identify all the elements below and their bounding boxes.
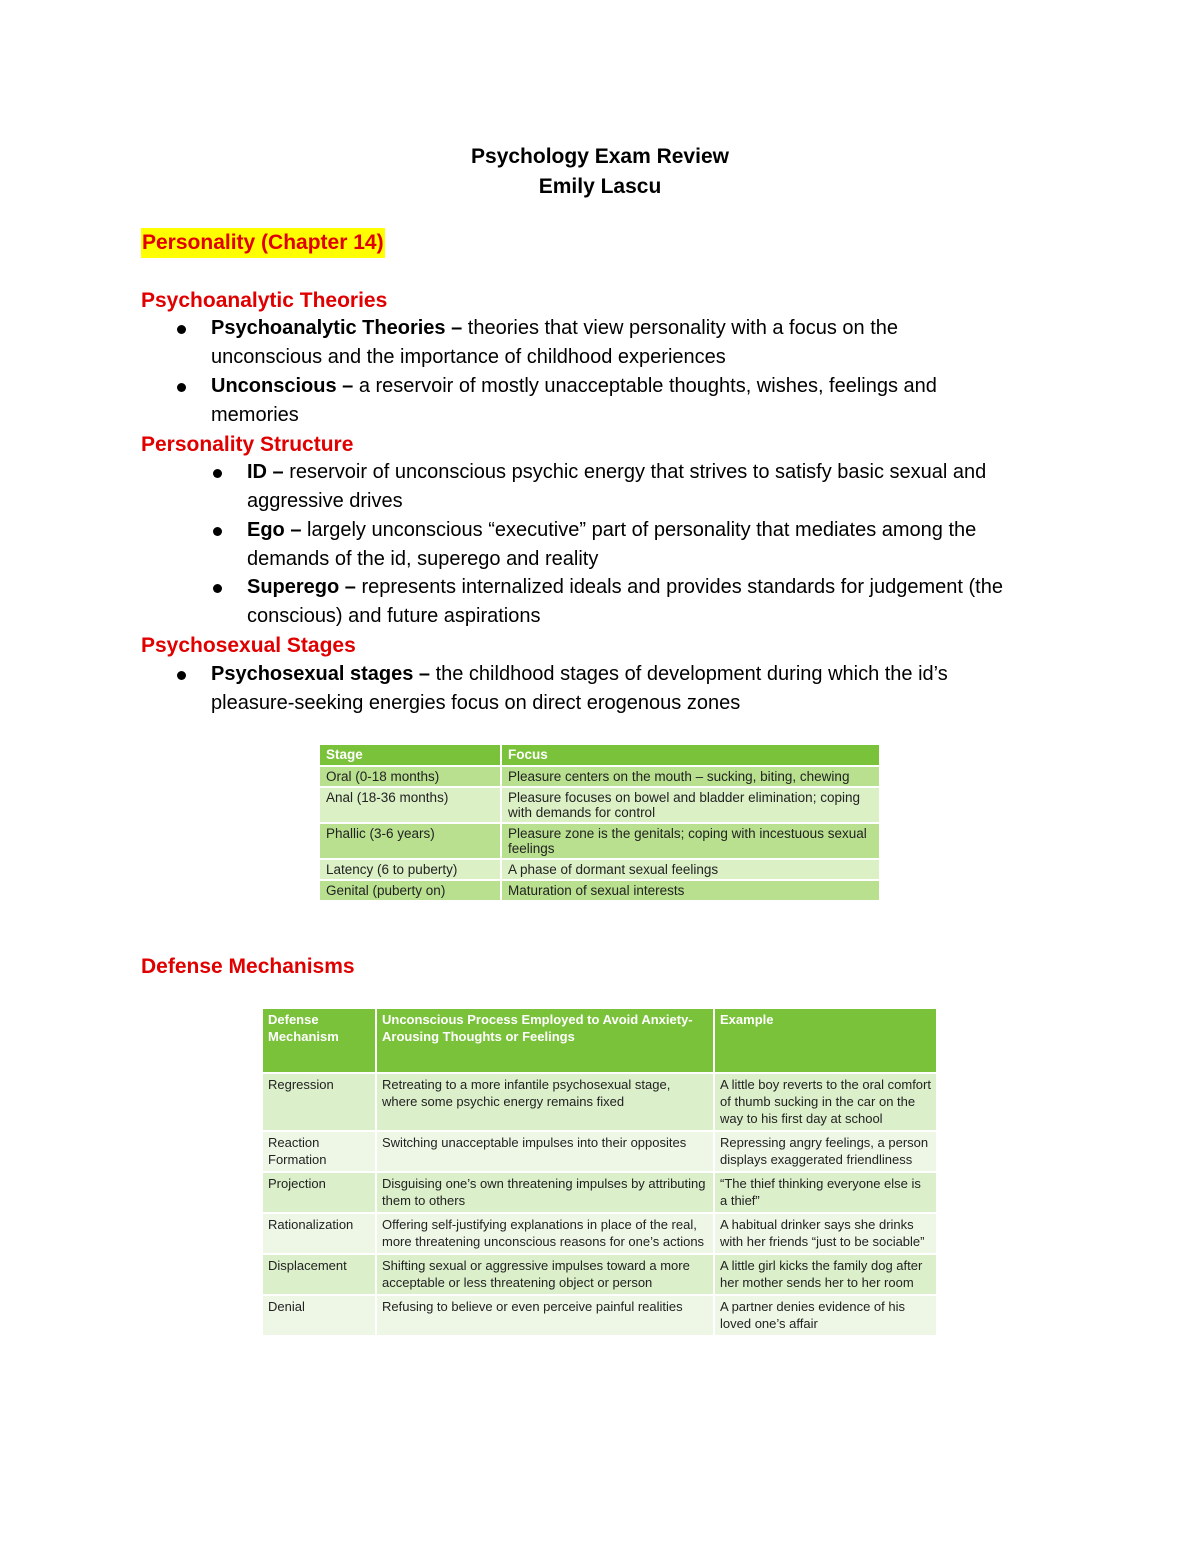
bullet-term: Ego – — [247, 519, 302, 541]
bullet-dot-icon — [177, 671, 186, 680]
table-header-cell: Example — [714, 1008, 937, 1073]
bullet-term: ID – — [247, 461, 284, 483]
bullet-text-cont: unconscious and the importance of childhood experiences — [211, 346, 726, 368]
stage-cell: Latency (6 to puberty) — [319, 859, 501, 880]
bullet-text: the childhood stages of development during which the id’s — [430, 663, 948, 685]
process-cell: Shifting sexual or aggressive impulses toward a more acceptable or less threatening object or person — [376, 1254, 714, 1295]
bullet-term: Psychoanalytic Theories – — [211, 317, 463, 339]
table-row — [262, 1254, 937, 1295]
stage-cell: Phallic (3-6 years) — [319, 823, 501, 859]
stages-table — [318, 743, 881, 902]
example-cell: A little boy reverts to the oral comfort of thumb sucking in the car on the way to his first day at school — [714, 1073, 937, 1131]
bullet-item — [211, 372, 937, 430]
bullet-term: Unconscious – — [211, 375, 354, 397]
table-header-cell: Focus — [501, 744, 880, 766]
process-cell: Offering self-justifying explanations in place of the real, more threatening unconscious reasons for one’s actions — [376, 1213, 714, 1254]
table-header-cell: Stage — [319, 744, 501, 766]
focus-cell: Maturation of sexual interests — [501, 880, 880, 901]
table-row — [319, 766, 880, 787]
section-heading-psychosexual: Psychosexual Stages — [141, 634, 356, 657]
table-row — [262, 1131, 937, 1172]
focus-cell: Pleasure focuses on bowel and bladder elimination; coping with demands for control — [501, 787, 880, 823]
defense-table — [261, 1007, 938, 1337]
bullet-text: a reservoir of mostly unacceptable thoughts, wishes, feelings and — [353, 375, 937, 397]
example-cell: A partner denies evidence of his loved one’s affair — [714, 1295, 937, 1336]
bullet-dot-icon — [213, 469, 222, 478]
bullet-text-cont: memories — [211, 404, 299, 426]
stage-cell: Genital (puberty on) — [319, 880, 501, 901]
focus-cell: Pleasure centers on the mouth – sucking, biting, chewing — [501, 766, 880, 787]
example-cell: “The thief thinking everyone else is a thief” — [714, 1172, 937, 1213]
table-header-cell: Defense Mechanism — [262, 1008, 376, 1073]
mechanism-cell: Projection — [262, 1172, 376, 1213]
document-title: Psychology Exam Review — [471, 145, 729, 168]
table-header-row — [319, 744, 880, 766]
example-cell: A habitual drinker says she drinks with her friends “just to be sociable” — [714, 1213, 937, 1254]
example-cell: Repressing angry feelings, a person displays exaggerated friendliness — [714, 1131, 937, 1172]
stage-cell: Anal (18-36 months) — [319, 787, 501, 823]
bullet-dot-icon — [177, 383, 186, 392]
stage-cell: Oral (0-18 months) — [319, 766, 501, 787]
mechanism-cell: Denial — [262, 1295, 376, 1336]
bullet-text: theories that view personality with a focus on the — [462, 317, 899, 339]
bullet-item — [211, 660, 948, 718]
table-row — [319, 880, 880, 901]
process-cell: Refusing to believe or even perceive painful realities — [376, 1295, 714, 1336]
mechanism-cell: Reaction Formation — [262, 1131, 376, 1172]
process-cell: Switching unacceptable impulses into their opposites — [376, 1131, 714, 1172]
table-row — [319, 787, 880, 823]
bullet-term: Psychosexual stages – — [211, 663, 431, 685]
document-author: Emily Lascu — [538, 175, 662, 198]
mechanism-cell: Rationalization — [262, 1213, 376, 1254]
bullet-item — [247, 458, 986, 516]
process-cell: Disguising one’s own threatening impulses by attributing them to others — [376, 1172, 714, 1213]
table-row — [319, 823, 880, 859]
bullet-text: represents internalized ideals and provides standards for judgement (the — [355, 576, 1003, 598]
focus-cell: A phase of dormant sexual feelings — [501, 859, 880, 880]
table-header-cell: Unconscious Process Employed to Avoid Anxiety-Arousing Thoughts or Feelings — [376, 1008, 714, 1073]
bullet-dot-icon — [213, 584, 222, 593]
chapter-heading: Personality (Chapter 14) — [141, 228, 385, 258]
bullet-item — [247, 573, 1003, 631]
table-header-row — [262, 1008, 937, 1073]
process-cell: Retreating to a more infantile psychosexual stage, where some psychic energy remains fixed — [376, 1073, 714, 1131]
bullet-item — [247, 516, 976, 574]
bullet-text-cont: pleasure-seeking energies focus on direct erogenous zones — [211, 692, 741, 714]
bullet-text-cont: aggressive drives — [247, 490, 403, 512]
bullet-text-cont: conscious) and future aspirations — [247, 605, 541, 627]
mechanism-cell: Regression — [262, 1073, 376, 1131]
bullet-dot-icon — [213, 527, 222, 536]
table-row — [262, 1172, 937, 1213]
table-row — [319, 859, 880, 880]
mechanism-cell: Displacement — [262, 1254, 376, 1295]
bullet-text: largely unconscious “executive” part of personality that mediates among the — [301, 519, 977, 541]
section-heading-defense: Defense Mechanisms — [141, 955, 355, 978]
table-row — [262, 1073, 937, 1131]
table-row — [262, 1213, 937, 1254]
example-cell: A little girl kicks the family dog after her mother sends her to her room — [714, 1254, 937, 1295]
section-heading-structure: Personality Structure — [141, 433, 354, 456]
bullet-term: Superego – — [247, 576, 356, 598]
section-heading-psychoanalytic: Psychoanalytic Theories — [141, 289, 388, 312]
bullet-text: reservoir of unconscious psychic energy that strives to satisfy basic sexual and — [283, 461, 987, 483]
table-row — [262, 1295, 937, 1336]
bullet-item — [211, 314, 898, 372]
bullet-dot-icon — [177, 325, 186, 334]
bullet-text-cont: demands of the id, superego and reality — [247, 548, 599, 570]
focus-cell: Pleasure zone is the genitals; coping with incestuous sexual feelings — [501, 823, 880, 859]
